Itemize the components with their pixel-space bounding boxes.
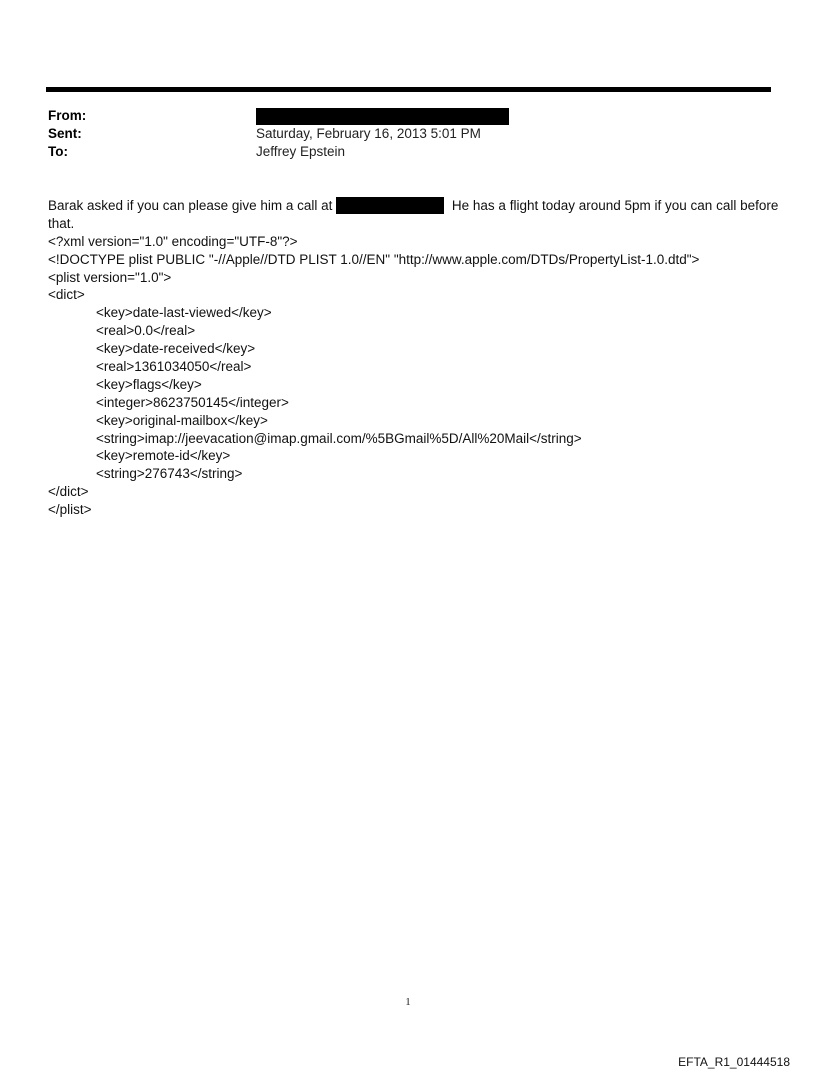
header-divider-rule [46,87,771,92]
dict-entry: <string>imap://jeevacation@imap.gmail.com/%5BGmail%5D/All%20Mail</string> [96,430,582,446]
from-redaction-block [256,108,509,125]
plist-close-tag: </plist> [48,502,92,518]
sent-row [48,125,768,143]
dict-entry: <key>original-mailbox</key> [96,412,268,428]
sent-value: Saturday, February 16, 2013 5:01 PM [256,126,481,141]
from-row [48,107,768,125]
message-text-end: He has a flight today around 5pm if you can call before [448,198,779,213]
message-line-2: that. [48,215,75,231]
dict-entry: <integer>8623750145</integer> [96,394,289,410]
from-label: From: [48,108,87,123]
dict-open-tag: <dict> [48,287,85,303]
plist-open-tag: <plist version="1.0"> [48,269,172,285]
dict-entry: <key>date-received</key> [96,341,256,357]
dict-entry: <key>flags</key> [96,376,202,392]
message-text-start: Barak asked if you can please give him a call at [48,198,337,213]
sent-label: Sent: [48,126,82,141]
phone-redaction-block [336,197,444,214]
bates-number: EFTA_R1_01444518 [678,1055,790,1069]
message-body [48,197,779,519]
dict-entry: <key>date-last-viewed</key> [96,305,272,321]
xml-declaration: <?xml version="1.0" encoding="UTF-8"?> [48,233,298,249]
message-line-1 [48,197,779,215]
to-row [48,143,768,161]
dict-entry: <real>0.0</real> [96,323,196,339]
to-label: To: [48,144,68,159]
page-number: 1 [405,996,411,1008]
dict-close-tag: </dict> [48,484,89,500]
dict-entry: <string>276743</string> [96,466,243,482]
doctype-line: <!DOCTYPE plist PUBLIC "-//Apple//DTD PLIST 1.0//EN" "http://www.apple.com/DTDs/PropertyList-1.0.dtd"> [48,251,700,267]
dict-entry: <real>1361034050</real> [96,359,252,375]
to-value: Jeffrey Epstein [256,144,346,159]
dict-entry: <key>remote-id</key> [96,448,231,464]
